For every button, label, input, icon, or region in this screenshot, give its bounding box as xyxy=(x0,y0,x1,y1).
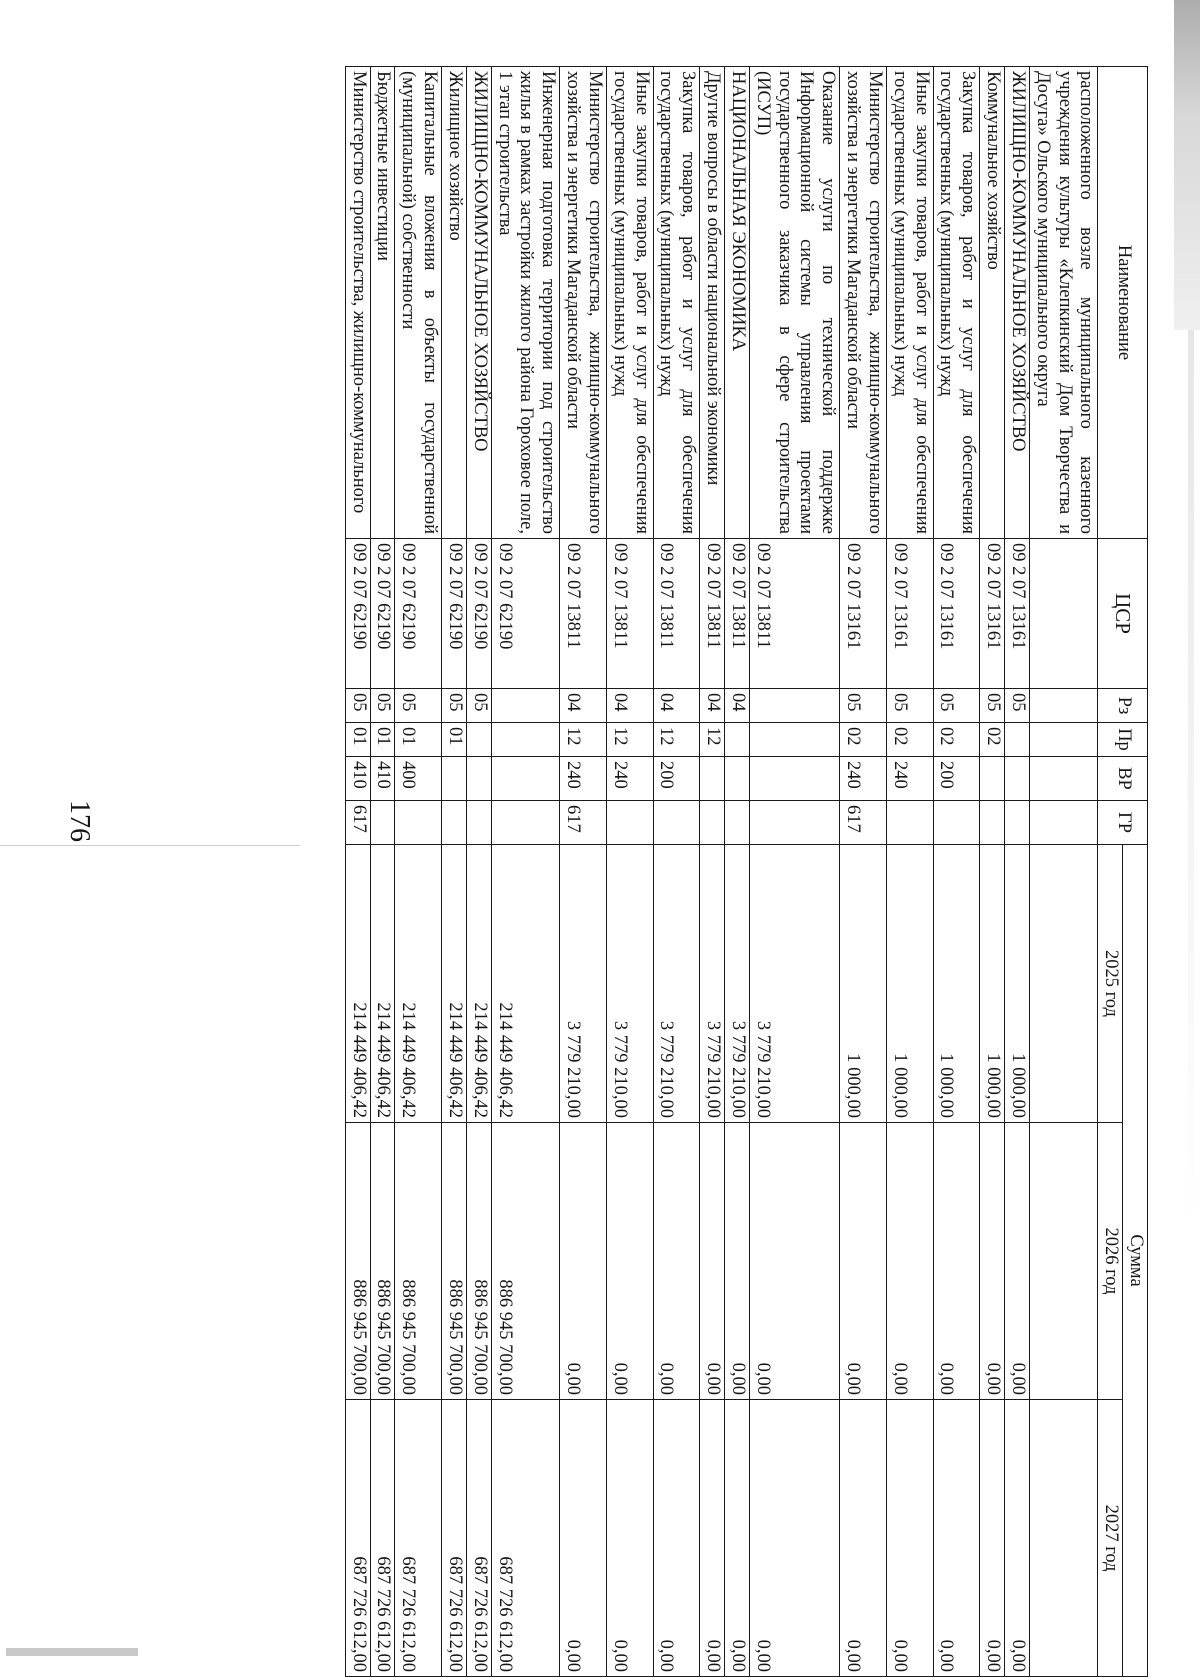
cell-csr: 09 2 07 62190 xyxy=(442,539,467,689)
cell-2025: 3 779 210,00 xyxy=(606,845,653,1123)
header-pr: Пр xyxy=(1098,723,1148,757)
cell-2025: 1 000,00 xyxy=(1005,845,1030,1123)
cell-csr: 09 2 07 13161 xyxy=(980,539,1005,689)
cell-name: ЖИЛИЩНО-КОММУНАЛЬНОЕ ХОЗЯЙСТВО xyxy=(1005,67,1030,539)
cell-name: Капитальные вложения в объекты государственной (муниципальной) собственности xyxy=(395,67,442,539)
table-row xyxy=(886,67,933,1677)
table-row xyxy=(370,67,395,1677)
cell-name: Иные закупки товаров, работ и услуг для обеспечения государственных (муниципальных) нужд xyxy=(886,67,933,539)
cell-2027: 0,00 xyxy=(1005,1400,1030,1677)
cell-rz xyxy=(749,689,839,723)
cell-vr: 240 xyxy=(886,757,933,801)
cell-csr: 09 2 07 13811 xyxy=(606,539,653,689)
cell-gr xyxy=(1005,801,1030,845)
cell-2027: 687 726 612,00 xyxy=(395,1400,442,1677)
cell-pr: 12 xyxy=(653,723,700,757)
cell-name: Министерство строительства, жилищно-коммунального хозяйства и энергетики Магаданской области xyxy=(560,67,607,539)
cell-pr: 02 xyxy=(980,723,1005,757)
cell-2027: 0,00 xyxy=(653,1400,700,1677)
cell-name: Бюджетные инвестиции xyxy=(370,67,395,539)
cell-2025: 3 779 210,00 xyxy=(725,845,750,1123)
cell-2026: 886 945 700,00 xyxy=(491,1123,559,1400)
cell-2027 xyxy=(1029,1400,1097,1677)
cell-gr xyxy=(466,801,491,845)
cell-vr xyxy=(491,757,559,801)
cell-csr xyxy=(1029,539,1097,689)
cell-pr xyxy=(749,723,839,757)
cell-vr xyxy=(1029,757,1097,801)
cell-name: Министерство строительства, жилищно-коммунального хозяйства и энергетики Магаданской области xyxy=(840,67,887,539)
cell-2027: 0,00 xyxy=(980,1400,1005,1677)
cell-2025: 214 449 406,42 xyxy=(491,845,559,1123)
cell-pr: 02 xyxy=(886,723,933,757)
cell-rz: 04 xyxy=(725,689,750,723)
cell-gr xyxy=(653,801,700,845)
table-row xyxy=(933,67,980,1677)
cell-2026: 0,00 xyxy=(933,1123,980,1400)
cell-gr xyxy=(442,801,467,845)
cell-rz: 04 xyxy=(560,689,607,723)
table-header xyxy=(1098,67,1148,1677)
cell-2027: 687 726 612,00 xyxy=(491,1400,559,1677)
cell-vr: 240 xyxy=(560,757,607,801)
budget-table xyxy=(345,66,1148,1677)
cell-name: Министерство строительства, жилищно-коммунального xyxy=(345,67,370,539)
cell-rz: 05 xyxy=(886,689,933,723)
cell-2025: 3 779 210,00 xyxy=(560,845,607,1123)
cell-rz: 04 xyxy=(653,689,700,723)
table-row xyxy=(560,67,607,1677)
cell-name: ЖИЛИЩНО-КОММУНАЛЬНОЕ ХОЗЯЙСТВО xyxy=(466,67,491,539)
cell-vr xyxy=(725,757,750,801)
cell-vr: 410 xyxy=(370,757,395,801)
cell-2026: 886 945 700,00 xyxy=(466,1123,491,1400)
cell-rz: 05 xyxy=(395,689,442,723)
cell-2025: 1 000,00 xyxy=(933,845,980,1123)
scan-bottom-mark xyxy=(6,1648,138,1656)
cell-pr: 01 xyxy=(370,723,395,757)
cell-pr: 01 xyxy=(442,723,467,757)
cell-2026: 0,00 xyxy=(653,1123,700,1400)
cell-2027: 0,00 xyxy=(606,1400,653,1677)
header-gr: ГР xyxy=(1098,801,1148,845)
table-row xyxy=(345,67,370,1677)
cell-2027: 0,00 xyxy=(840,1400,887,1677)
cell-gr xyxy=(606,801,653,845)
table-row xyxy=(491,67,559,1677)
cell-pr xyxy=(1029,723,1097,757)
cell-pr: 02 xyxy=(840,723,887,757)
cell-vr: 240 xyxy=(840,757,887,801)
cell-2026: 0,00 xyxy=(1005,1123,1030,1400)
table-row xyxy=(700,67,725,1677)
cell-2027: 0,00 xyxy=(700,1400,725,1677)
header-year-2025: 2025 год xyxy=(1098,845,1123,1123)
cell-name: расположенного возле муниципального казенного учреждения культуры «Клепкинский Дом Творчества и Досуга» Ольского муниципального округа xyxy=(1029,67,1097,539)
cell-gr xyxy=(1029,801,1097,845)
cell-rz: 04 xyxy=(606,689,653,723)
table-row xyxy=(749,67,839,1677)
header-rz: Рз xyxy=(1098,689,1148,723)
cell-gr xyxy=(886,801,933,845)
cell-2027: 0,00 xyxy=(886,1400,933,1677)
cell-pr: 12 xyxy=(606,723,653,757)
table-row xyxy=(840,67,887,1677)
cell-name: Другие вопросы в области национальной экономики xyxy=(700,67,725,539)
cell-pr: 12 xyxy=(700,723,725,757)
cell-2026: 0,00 xyxy=(606,1123,653,1400)
cell-vr: 200 xyxy=(933,757,980,801)
cell-2027: 0,00 xyxy=(725,1400,750,1677)
table-row xyxy=(466,67,491,1677)
cell-name: НАЦИОНАЛЬНАЯ ЭКОНОМИКА xyxy=(725,67,750,539)
cell-2025: 3 779 210,00 xyxy=(749,845,839,1123)
cell-rz: 05 xyxy=(442,689,467,723)
table-row xyxy=(1029,67,1097,1677)
budget-table-wrapper xyxy=(345,66,1148,1676)
cell-gr xyxy=(370,801,395,845)
cell-rz: 05 xyxy=(345,689,370,723)
cell-gr xyxy=(725,801,750,845)
cell-2026 xyxy=(1029,1123,1097,1400)
cell-rz: 05 xyxy=(933,689,980,723)
cell-2027: 0,00 xyxy=(749,1400,839,1677)
cell-2025: 214 449 406,42 xyxy=(345,845,370,1123)
cell-gr xyxy=(980,801,1005,845)
cell-csr: 09 2 07 13161 xyxy=(933,539,980,689)
table-row xyxy=(1005,67,1030,1677)
cell-2025: 3 779 210,00 xyxy=(700,845,725,1123)
cell-rz: 05 xyxy=(840,689,887,723)
cell-pr xyxy=(466,723,491,757)
header-name: Наименование xyxy=(1098,67,1148,539)
cell-gr xyxy=(700,801,725,845)
header-vr: ВР xyxy=(1098,757,1148,801)
cell-rz: 05 xyxy=(370,689,395,723)
table-row xyxy=(653,67,700,1677)
header-csr: ЦСР xyxy=(1098,539,1148,689)
cell-csr: 09 2 07 13161 xyxy=(886,539,933,689)
cell-2026: 886 945 700,00 xyxy=(345,1123,370,1400)
cell-gr: 617 xyxy=(560,801,607,845)
cell-vr xyxy=(980,757,1005,801)
header-year-2026: 2026 год xyxy=(1098,1123,1123,1400)
cell-pr xyxy=(1005,723,1030,757)
cell-gr xyxy=(395,801,442,845)
cell-csr: 09 2 07 13811 xyxy=(653,539,700,689)
cell-gr: 617 xyxy=(345,801,370,845)
cell-name: Иные закупки товаров, работ и услуг для обеспечения государственных (муниципальных) нужд xyxy=(606,67,653,539)
cell-name: Коммунальное хозяйство xyxy=(980,67,1005,539)
cell-pr: 02 xyxy=(933,723,980,757)
cell-2026: 0,00 xyxy=(886,1123,933,1400)
cell-pr: 01 xyxy=(345,723,370,757)
cell-2025: 3 779 210,00 xyxy=(653,845,700,1123)
table-row xyxy=(442,67,467,1677)
cell-2026: 0,00 xyxy=(700,1123,725,1400)
cell-vr xyxy=(466,757,491,801)
cell-2026: 0,00 xyxy=(725,1123,750,1400)
cell-pr: 12 xyxy=(560,723,607,757)
cell-csr: 09 2 07 62190 xyxy=(370,539,395,689)
cell-2027: 0,00 xyxy=(560,1400,607,1677)
cell-csr: 09 2 07 62190 xyxy=(491,539,559,689)
cell-rz: 04 xyxy=(700,689,725,723)
cell-name: Закупка товаров, работ и услуг для обеспечения государственных (муниципальных) нужд xyxy=(653,67,700,539)
scan-edge-shadow-lower xyxy=(1188,330,1194,1230)
cell-vr xyxy=(749,757,839,801)
cell-2026: 0,00 xyxy=(980,1123,1005,1400)
cell-2025: 1 000,00 xyxy=(886,845,933,1123)
cell-pr xyxy=(491,723,559,757)
cell-gr xyxy=(749,801,839,845)
cell-2027: 687 726 612,00 xyxy=(345,1400,370,1677)
table-row xyxy=(606,67,653,1677)
cell-2026: 886 945 700,00 xyxy=(395,1123,442,1400)
cell-2026: 0,00 xyxy=(749,1123,839,1400)
cell-2026: 0,00 xyxy=(840,1123,887,1400)
scan-left-rule xyxy=(0,845,300,846)
cell-csr: 09 2 07 13811 xyxy=(700,539,725,689)
cell-csr: 09 2 07 13161 xyxy=(840,539,887,689)
cell-2025 xyxy=(1029,845,1097,1123)
cell-2025: 214 449 406,42 xyxy=(466,845,491,1123)
cell-csr: 09 2 07 13811 xyxy=(725,539,750,689)
cell-rz xyxy=(1029,689,1097,723)
header-sum: Сумма xyxy=(1123,845,1148,1677)
cell-2027: 0,00 xyxy=(933,1400,980,1677)
cell-vr: 410 xyxy=(345,757,370,801)
cell-name: Оказание услуги по технической поддержке Информационной системы управления проектами государственного заказчика в сфере строительства (ИСУП) xyxy=(749,67,839,539)
cell-vr: 400 xyxy=(395,757,442,801)
cell-2027: 687 726 612,00 xyxy=(442,1400,467,1677)
cell-pr: 01 xyxy=(395,723,442,757)
table-row xyxy=(395,67,442,1677)
scan-edge-shadow xyxy=(1174,0,1200,330)
cell-gr xyxy=(933,801,980,845)
cell-gr xyxy=(491,801,559,845)
cell-vr xyxy=(442,757,467,801)
header-year-2027: 2027 год xyxy=(1098,1400,1123,1677)
cell-2025: 1 000,00 xyxy=(840,845,887,1123)
cell-vr xyxy=(1005,757,1030,801)
cell-2026: 886 945 700,00 xyxy=(442,1123,467,1400)
cell-vr xyxy=(700,757,725,801)
cell-name: Инженерная подготовка территории под строительство жилья в рамках застройки жилого района Гороховое поле, 1 этап строительства xyxy=(491,67,559,539)
cell-pr xyxy=(725,723,750,757)
cell-2027: 687 726 612,00 xyxy=(370,1400,395,1677)
cell-vr: 240 xyxy=(606,757,653,801)
cell-2025: 214 449 406,42 xyxy=(395,845,442,1123)
cell-csr: 09 2 07 13161 xyxy=(1005,539,1030,689)
cell-2025: 214 449 406,42 xyxy=(442,845,467,1123)
cell-csr: 09 2 07 62190 xyxy=(345,539,370,689)
cell-2025: 214 449 406,42 xyxy=(370,845,395,1123)
cell-2027: 687 726 612,00 xyxy=(466,1400,491,1677)
page-number: 176 xyxy=(64,800,95,842)
cell-csr: 09 2 07 62190 xyxy=(395,539,442,689)
cell-csr: 09 2 07 13811 xyxy=(749,539,839,689)
table-body xyxy=(345,67,1098,1677)
cell-rz: 05 xyxy=(1005,689,1030,723)
cell-csr: 09 2 07 62190 xyxy=(466,539,491,689)
cell-name: Жилищное хозяйство xyxy=(442,67,467,539)
table-row xyxy=(980,67,1005,1677)
cell-vr: 200 xyxy=(653,757,700,801)
cell-csr: 09 2 07 13811 xyxy=(560,539,607,689)
cell-rz: 05 xyxy=(980,689,1005,723)
cell-gr: 617 xyxy=(840,801,887,845)
table-row xyxy=(725,67,750,1677)
cell-name: Закупка товаров, работ и услуг для обеспечения государственных (муниципальных) нужд xyxy=(933,67,980,539)
cell-rz xyxy=(491,689,559,723)
cell-rz: 05 xyxy=(466,689,491,723)
cell-2026: 0,00 xyxy=(560,1123,607,1400)
cell-2025: 1 000,00 xyxy=(980,845,1005,1123)
cell-2026: 886 945 700,00 xyxy=(370,1123,395,1400)
